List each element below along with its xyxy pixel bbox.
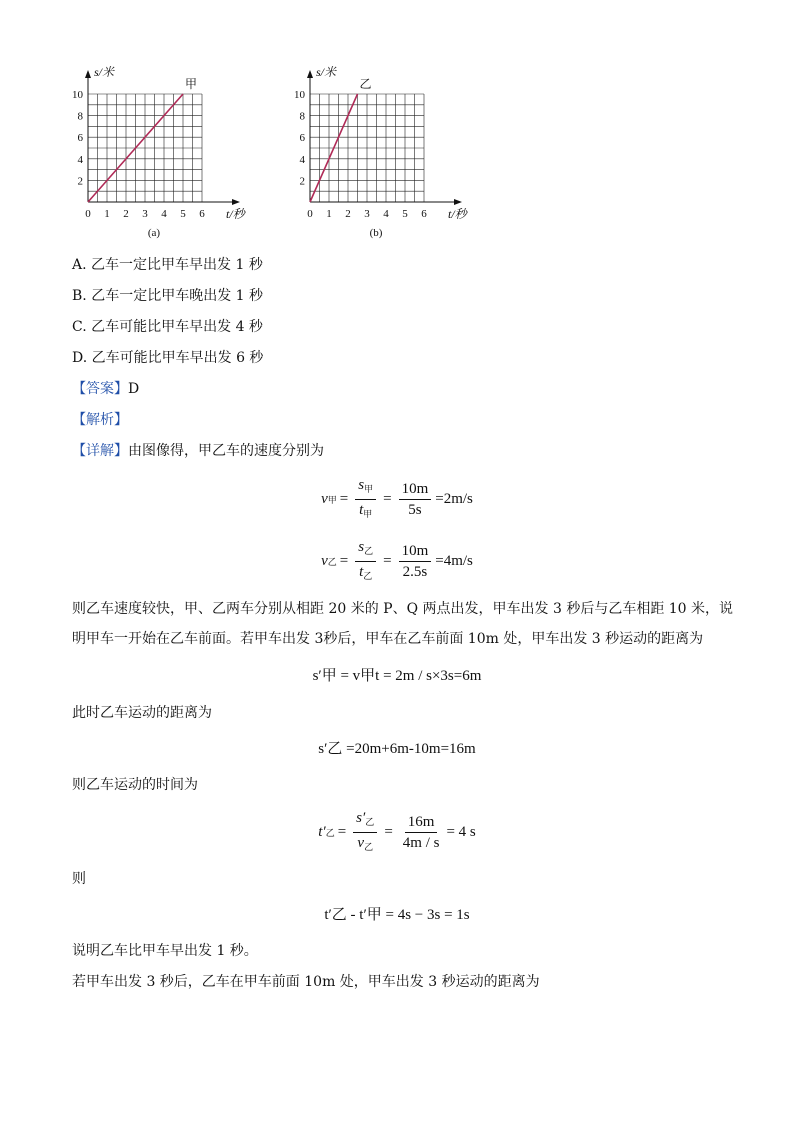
y-axis-label: s/米 bbox=[316, 65, 337, 79]
paragraph-4: 则 bbox=[72, 871, 86, 887]
panel-label: (b) bbox=[369, 227, 383, 239]
grid bbox=[310, 94, 424, 202]
x-axis-arrow bbox=[232, 199, 240, 205]
eq2-lhs-sub: 乙 bbox=[327, 557, 337, 567]
series-label: 乙 bbox=[359, 77, 372, 91]
x-tick-label: 4 bbox=[383, 208, 389, 220]
option-d: D. 乙车可能比甲车早出发 6 秒 bbox=[72, 350, 264, 366]
detail-text: 由图像得，甲乙车的速度分别为 bbox=[128, 443, 324, 459]
option-b: B. 乙车一定比甲车晚出发 1 秒 bbox=[72, 288, 263, 304]
eq5-lhs: t′ bbox=[318, 824, 326, 840]
equation-5: t′ 乙 = $\frac{s'_乙}{v_乙}$ = $\frac{16m}{4m / s}$ = 4 s bbox=[0, 809, 794, 856]
eq1-den-sub: 甲 bbox=[363, 509, 373, 519]
y-tick-label: 2 bbox=[299, 175, 305, 188]
x-axis-label: t/秒 bbox=[448, 207, 467, 221]
option-c: C. 乙车可能比甲车早出发 4 秒 bbox=[72, 319, 263, 335]
eq1-lhs-sub: 甲 bbox=[327, 495, 337, 505]
grid bbox=[88, 94, 202, 202]
y-tick-label: 4 bbox=[77, 153, 83, 166]
paragraph-1-line-1: 则乙车速度较快，甲、乙两车分别从相距 20 米的 P、Q 两点出发，甲车出发 3 秒后与乙车相距 10 米，说 bbox=[72, 601, 734, 617]
x-tick-label: 3 bbox=[142, 208, 148, 220]
x-axis-arrow bbox=[454, 199, 462, 205]
x-tick-label: 6 bbox=[199, 208, 205, 220]
panel-label: (a) bbox=[147, 227, 161, 239]
equation-4 bbox=[0, 737, 794, 758]
chart-a bbox=[66, 60, 256, 245]
eq2-num2: 10m bbox=[399, 542, 432, 562]
eq5-result: = 4 s bbox=[446, 824, 476, 840]
y-tick-label: 8 bbox=[77, 110, 83, 123]
eq5-den2: 4m / s bbox=[402, 835, 440, 851]
x-tick-label: 3 bbox=[364, 208, 370, 220]
detail-label: 【详解】 bbox=[72, 443, 128, 459]
eq1-fraction-1 bbox=[355, 476, 376, 523]
eq4-text: s′乙 =20m+6m-10m=16m bbox=[318, 741, 476, 757]
eq2-num-sub: 乙 bbox=[364, 546, 374, 556]
y-tick-label: 6 bbox=[299, 132, 305, 145]
eq1-den2: 5s bbox=[408, 502, 422, 518]
x-tick-label: 1 bbox=[326, 208, 332, 220]
eq2-den-var: t bbox=[359, 564, 364, 580]
eq1-lhs: v bbox=[321, 491, 328, 507]
eq5-fraction-1 bbox=[353, 809, 377, 856]
x-tick-label: 6 bbox=[421, 208, 427, 220]
eq5-num2: 16m bbox=[405, 813, 438, 833]
paragraph-2: 此时乙车运动的距离为 bbox=[72, 705, 212, 721]
eq2-fraction-1 bbox=[355, 538, 376, 585]
eq5-fraction-2 bbox=[400, 813, 443, 852]
equation-1: v 甲 = $\frac{s_甲}{t_甲}$ = $\frac{10m}{5s}$ =2m/s bbox=[0, 476, 794, 523]
series-label: 甲 bbox=[185, 77, 198, 91]
eq3-text: s′甲 = v甲t = 2m / s×3s=6m bbox=[312, 668, 482, 684]
paragraph-3: 则乙车运动的时间为 bbox=[72, 777, 198, 793]
paragraph-5: 说明乙车比甲车早出发 1 秒。 bbox=[72, 943, 258, 959]
x-tick-label: 0 bbox=[307, 208, 313, 220]
y-axis-arrow bbox=[85, 70, 91, 78]
y-tick-label: 6 bbox=[77, 132, 83, 145]
eq2-result: =4m/s bbox=[435, 553, 473, 569]
detail-line bbox=[72, 442, 324, 460]
eq1-fraction-2 bbox=[399, 480, 432, 519]
x-tick-label: 1 bbox=[104, 208, 110, 220]
y-tick-label: 2 bbox=[77, 175, 83, 188]
eq2-fraction-2 bbox=[399, 542, 432, 581]
y-axis-label: s/米 bbox=[94, 65, 115, 79]
eq6-text: t′乙 - t′甲 = 4s − 3s = 1s bbox=[324, 907, 470, 923]
eq5-den-sub: 乙 bbox=[364, 842, 374, 852]
eq1-num2: 10m bbox=[399, 480, 432, 500]
paragraph-6: 若甲车出发 3 秒后，乙车在甲车前面 10m 处，甲车出发 3 秒运动的距离为 bbox=[72, 974, 540, 990]
eq5-lhs-sub: 乙 bbox=[325, 828, 335, 838]
y-tick-label: 10 bbox=[72, 89, 83, 101]
eq5-num: s′ bbox=[356, 810, 366, 826]
eq2-den-sub: 乙 bbox=[363, 571, 373, 581]
equation-3 bbox=[0, 664, 794, 685]
chart-b bbox=[288, 60, 478, 245]
answer-value: D bbox=[128, 381, 140, 397]
x-tick-label: 4 bbox=[161, 208, 167, 220]
x-tick-label: 5 bbox=[402, 208, 408, 220]
option-a: A. 乙车一定比甲车早出发 1 秒 bbox=[72, 257, 263, 273]
y-tick-label: 4 bbox=[299, 153, 305, 166]
eq2-den2: 2.5s bbox=[402, 564, 428, 580]
x-tick-label: 2 bbox=[345, 208, 351, 220]
x-tick-label: 0 bbox=[85, 208, 91, 220]
analysis-label: 【解析】 bbox=[72, 412, 128, 428]
paragraph-1-line-2: 明甲车一开始在乙车前面。若甲车出发 3秒后，甲车在乙车前面 10m 处，甲车出发 3 秒运动的距离为 bbox=[72, 631, 704, 647]
x-tick-label: 5 bbox=[180, 208, 186, 220]
y-tick-label: 8 bbox=[299, 110, 305, 123]
equation-6 bbox=[0, 903, 794, 924]
eq2-num-var: s bbox=[358, 539, 365, 555]
eq1-num-var: s bbox=[358, 477, 365, 493]
y-tick-label: 10 bbox=[294, 89, 305, 101]
eq1-result: =2m/s bbox=[435, 491, 473, 507]
eq1-num-sub: 甲 bbox=[364, 484, 374, 494]
answer-label: 【答案】 bbox=[72, 381, 128, 397]
eq2-lhs: v bbox=[321, 553, 328, 569]
eq1-den-var: t bbox=[359, 502, 364, 518]
y-axis-arrow bbox=[307, 70, 313, 78]
eq5-num-sub: 乙 bbox=[365, 817, 375, 827]
x-tick-label: 2 bbox=[123, 208, 129, 220]
equation-2: v 乙 = $\frac{s_乙}{t_乙}$ = $\frac{10m}{2.5s}$ =4m/s bbox=[0, 538, 794, 585]
x-axis-label: t/秒 bbox=[226, 207, 245, 221]
eq5-den: v bbox=[357, 835, 365, 851]
answer-line bbox=[72, 380, 139, 398]
analysis-line bbox=[72, 411, 128, 429]
